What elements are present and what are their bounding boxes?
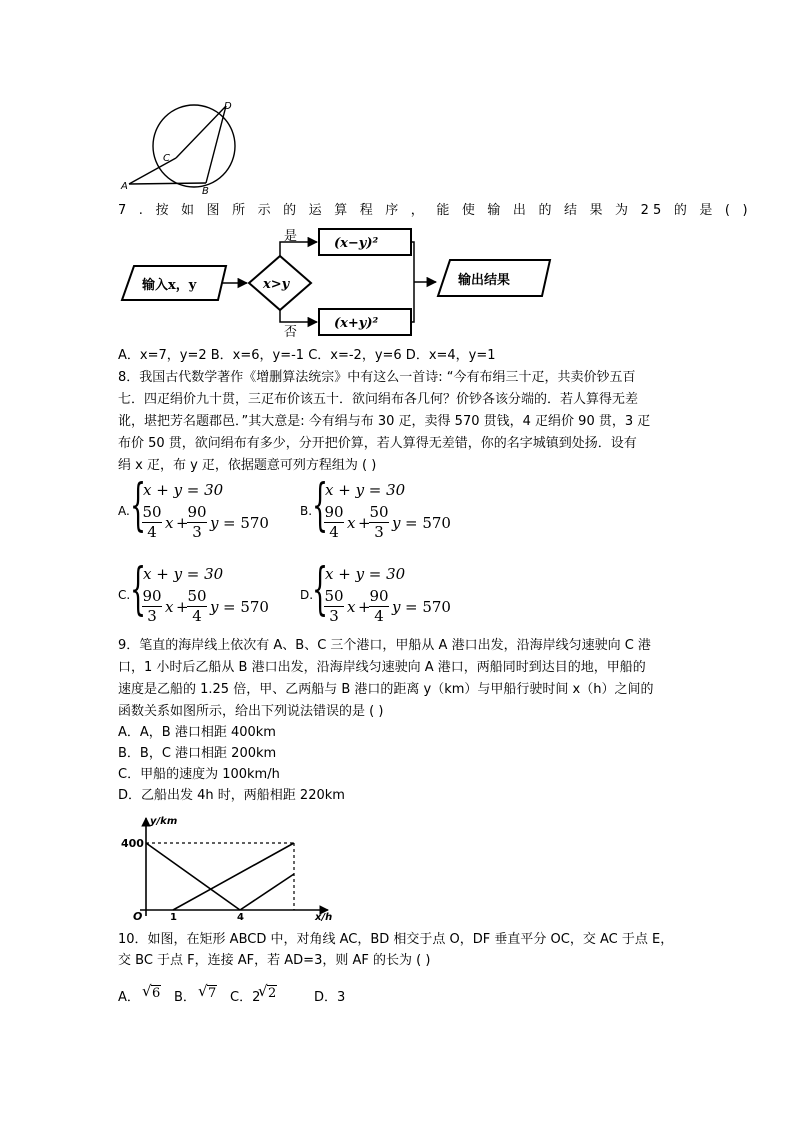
q8-line-2: 七．四疋绢价九十贯，三疋布价该五十．欲问绢布各几何？价钞各该分端的．若人算得无差	[118, 392, 639, 407]
q8-option-d[interactable]	[300, 557, 490, 628]
flow-bottom-expr: (x+y)²	[334, 316, 379, 331]
rhs: = 570	[405, 598, 451, 616]
var-y: y	[392, 598, 401, 616]
sqrt-value: 7	[208, 986, 217, 1001]
graph-y-tick-400: 400	[121, 837, 144, 850]
brace-icon: {	[130, 473, 147, 538]
var-x: x	[347, 514, 356, 532]
q7-stem: 7 . 按 如 图 所 示 的 运 算 程 序 ， 能 使 输 出 的 结 果 为 25 的 是 ( )	[118, 203, 752, 218]
q10-option-a[interactable]: A．	[118, 990, 140, 1005]
q9-option-b[interactable]: B．B，C 港口相距 200km	[118, 746, 277, 761]
q7-flowchart	[118, 226, 558, 338]
fraction-1: 90 3	[142, 587, 162, 625]
var-y: y	[210, 514, 219, 532]
graph-origin: O	[133, 910, 143, 922]
flow-no-label: 否	[284, 325, 298, 338]
flow-yes-label: 是	[284, 229, 298, 244]
q7-options: A．x=7，y=2 B．x=6，y=-1 C．x=-2，y=6 D．x=4，y=1	[118, 348, 496, 363]
circle-figure	[118, 100, 248, 196]
flow-input-text: 输入x，y	[142, 278, 197, 293]
q9-option-d[interactable]: D．乙船出发 4h 时，两船相距 220km	[118, 788, 345, 803]
equation-1: x + y = 30	[325, 481, 406, 499]
sqrt-icon: √	[142, 982, 152, 1000]
q10-line-2: 交 BC 于点 F，连接 AF，若 AD=3，则 AF 的长为 ( )	[118, 953, 431, 968]
option-label: B.	[300, 504, 313, 518]
fraction-2: 90 3	[187, 503, 207, 541]
graph-y-axis-label: y/km	[150, 816, 178, 827]
option-label: C.	[118, 588, 131, 602]
brace-icon: {	[312, 557, 329, 622]
q8-option-a[interactable]	[118, 473, 308, 544]
q8-line-5: 绢 x 疋，布 y 疋，依据题意可列方程组为 ( )	[118, 458, 377, 473]
q9-graph	[118, 812, 348, 922]
var-y: y	[392, 514, 401, 532]
rhs: = 570	[223, 598, 269, 616]
sqrt-icon: √	[258, 982, 268, 1000]
q10-options	[118, 982, 418, 1006]
fraction-1: 90 4	[324, 503, 344, 541]
q10-line-1: 10．如图，在矩形 ABCD 中，对角线 AC，BD 相交于点 O，DF 垂直平分 OC，交 AC 于点 E，	[118, 932, 674, 947]
fraction-2: 50 3	[369, 503, 389, 541]
equation-1: x + y = 30	[143, 481, 224, 499]
fraction-2: 90 4	[369, 587, 389, 625]
q10-option-d[interactable]: D．3	[314, 990, 346, 1005]
flow-condition-text: x>y	[263, 277, 290, 292]
sqrt-value: 6	[152, 986, 161, 1001]
fraction-1: 50 3	[324, 587, 344, 625]
q8-line-4: 布价 50 贯，欲问绢布有多少，分开把价算，若人算得无差错，你的名字城镇到处扬．设有	[118, 436, 637, 451]
rhs: = 570	[223, 514, 269, 532]
flow-top-expr: (x−y)²	[334, 236, 379, 251]
var-y: y	[210, 598, 219, 616]
q9-line-1: 9．笔直的海岸线上依次有 A、B、C 三个港口，甲船从 A 港口出发，沿海岸线匀速驶向 C 港	[118, 638, 651, 653]
q8-option-b[interactable]	[300, 473, 490, 544]
rhs: = 570	[405, 514, 451, 532]
q9-line-2: 口，1 小时后乙船从 B 港口出发，沿海岸线匀速驶向 A 港口，两船同时到达目的地，甲船的	[118, 660, 646, 675]
label-d: D	[224, 101, 232, 112]
q9-line-4: 函数关系如图所示，给出下列说法错误的是 ( )	[118, 704, 384, 719]
flow-output-text: 输出结果	[458, 273, 511, 288]
q9-line-3: 速度是乙船的 1.25 倍，甲、乙两船与 B 港口的距离 y（km）与甲船行驶时间 x（h）之间的	[118, 682, 654, 697]
plus-sign: +	[176, 598, 189, 616]
sqrt-value: 2	[268, 986, 277, 1001]
plus-sign: +	[358, 598, 371, 616]
label-c: C	[163, 153, 170, 164]
graph-x-tick-4: 4	[237, 912, 244, 922]
q8-line-1: 8．我国古代数学著作《增删算法统宗》中有这么一首诗: “今有布绢三十疋，共卖价钞五百	[118, 370, 636, 385]
q9-option-c[interactable]: C．甲船的速度为 100km/h	[118, 767, 280, 782]
brace-icon: {	[130, 557, 147, 622]
q8-option-c[interactable]	[118, 557, 308, 628]
label-a: A	[121, 181, 128, 192]
plus-sign: +	[358, 514, 371, 532]
var-x: x	[165, 598, 174, 616]
var-x: x	[347, 598, 356, 616]
label-b: B	[202, 186, 209, 196]
q10-option-b[interactable]: B．	[174, 990, 196, 1005]
graph-x-tick-1: 1	[170, 912, 177, 922]
q10-option-c[interactable]: C．2	[230, 990, 261, 1005]
option-label: A.	[118, 504, 130, 518]
brace-icon: {	[312, 473, 329, 538]
equation-1: x + y = 30	[143, 565, 224, 583]
equation-1: x + y = 30	[325, 565, 406, 583]
fraction-2: 50 4	[187, 587, 207, 625]
var-x: x	[165, 514, 174, 532]
option-label: D.	[300, 588, 314, 602]
sqrt-icon: √	[198, 982, 208, 1000]
q8-line-3: 讹，堪把芳名题郡邑．”其大意是: 今有绢与布 30 疋，卖得 570 贯钱，4 疋绢价 90 贯，3 疋	[118, 414, 651, 429]
graph-x-axis-label: x/h	[315, 912, 333, 922]
fraction-1: 50 4	[142, 503, 162, 541]
q9-option-a[interactable]: A．A，B 港口相距 400km	[118, 725, 276, 740]
plus-sign: +	[176, 514, 189, 532]
